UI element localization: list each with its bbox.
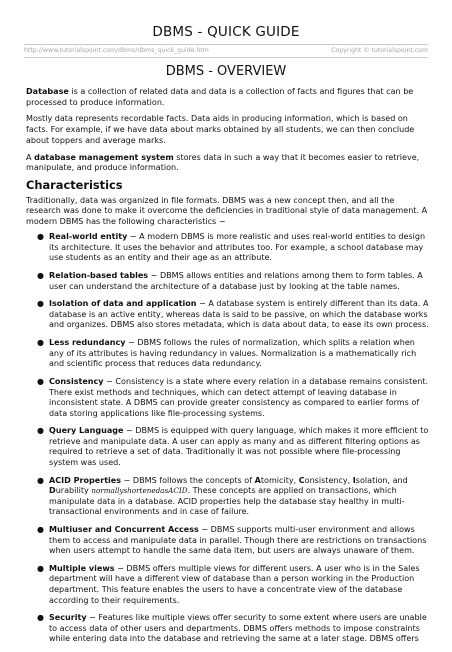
copyright-notice: Copyright © tutorialspoint.com xyxy=(331,47,428,54)
bullet-icon: ● xyxy=(37,232,44,242)
item-text: − DBMS follows the rules of normalization, which splits a relation when any of its attributes is having redundancy in values. Normalization is a mathematically rich and scientific process that reduces data redundancy. xyxy=(49,338,417,369)
acid-word-consistency: onsistency, xyxy=(304,475,353,485)
acid-word-isolation: solation, and xyxy=(355,475,408,485)
bullet-icon: ● xyxy=(37,525,44,535)
item-text: − DBMS is equipped with query language, which makes it more efficient to retrieve and manipulate data. A user can apply as many and as different filtering options as required to retrieve a set of data. Traditionally it was not possible where file-processing system was used. xyxy=(49,426,429,467)
list-item-multiple-views xyxy=(26,564,430,606)
characteristics-list xyxy=(26,232,430,645)
item-term: Security xyxy=(49,613,87,623)
item-text: − DBMS follows the concepts of xyxy=(121,475,255,485)
acid-letter-c: C xyxy=(298,475,305,485)
acid-letter-i: I xyxy=(352,475,356,485)
acid-word-atomicity: tomicity, xyxy=(260,475,299,485)
item-term: Multiple views xyxy=(49,563,115,573)
item-term: Consistency xyxy=(49,376,104,386)
list-item-less-redundancy xyxy=(26,338,430,370)
item-term: Real-world entity xyxy=(49,232,128,242)
bullet-icon: ● xyxy=(37,271,44,281)
bullet-icon: ● xyxy=(37,376,44,386)
list-item-acid-properties xyxy=(26,476,430,518)
acid-word-durability: urability xyxy=(55,486,92,496)
list-item-isolation xyxy=(26,299,430,331)
bullet-icon: ● xyxy=(37,299,44,309)
header-divider-bottom xyxy=(24,57,428,58)
item-text: − Features like multiple views offer security to some extent where users are unable to access data of other users and departments. DBMS offers methods to impose constraints while entering data into the database and retrieving the same at a later stage. DBMS offers xyxy=(49,613,427,644)
characteristics-intro: Traditionally, data was organized in file formats. DBMS was a new concept then, and all the research was done to make it overcome the deficiencies in traditional style of data management. A modern DBMS has the following characteristics − xyxy=(26,195,428,226)
source-url[interactable]: http://www.tutorialspoint.com/dbms/dbms_quick_guide.htm xyxy=(24,47,209,54)
intro-paragraph-2: Mostly data represents recordable facts. Data aids in producing information, which is based on facts. For example, if we have data about marks obtained by all students, we can then conclude about toppers and average marks. xyxy=(26,114,415,145)
bullet-icon: ● xyxy=(37,475,44,485)
item-term: ACID Properties xyxy=(49,475,122,485)
list-item-query-language xyxy=(26,426,430,468)
item-text: − Consistency is a state where every relation in a database remains consistent. There exist methods and techniques, which can detect attempt of leaving database in inconsistent state. A DBMS can provide greater consistency as compared to earlier forms of data storing applications like file-processing systems. xyxy=(49,376,429,418)
item-text: − DBMS offers multiple views for different users. A user who is in the Sales department will have a different view of database than a person working in the Production department. This feature enables the users to have a concentrate view of the database according to their requirements. xyxy=(49,563,420,605)
list-item-consistency xyxy=(26,377,430,419)
item-term: Less redundancy xyxy=(49,338,126,348)
acid-italic-note: normallyshortenedasACID xyxy=(91,486,188,496)
intro-paragraph-3 xyxy=(26,153,430,174)
list-item-multiuser xyxy=(26,525,430,557)
item-text: − A database system is entirely different than its data. A database is an active entity, whereas data is said to be passive, on which the database works and organizes. DBMS also stores metadata, which is data about data, to ease its own process. xyxy=(49,299,429,330)
item-term: Multiuser and Concurrent Access xyxy=(49,525,199,535)
bullet-icon: ● xyxy=(37,563,44,573)
acid-letter-d: D xyxy=(49,486,56,496)
item-term: Query Language xyxy=(49,426,124,436)
bullet-icon: ● xyxy=(37,613,44,623)
item-text: − DBMS supports multi-user environment and allows them to access and manipulate data in parallel. Though there are restrictions on transactions when users attempt to handle the same data item, but users are always unaware of them. xyxy=(49,525,427,556)
intro-paragraph-1 xyxy=(26,87,430,108)
bullet-icon: ● xyxy=(37,338,44,348)
term-dbms: database management system xyxy=(34,152,174,162)
item-term: Isolation of data and application xyxy=(49,299,197,309)
document-body xyxy=(26,87,430,652)
intro-paragraph-1-text: is a collection of related data and data is a collection of facts and figures that can be processed to produce information. xyxy=(26,87,414,107)
item-text-continued: . These concepts are applied on transactions, which manipulate data in a database. ACID properties help the database stay healthy in multi-transactional environments and in case of failure. xyxy=(49,486,405,517)
term-database: Database xyxy=(26,87,69,96)
intro-paragraph-3-pre: A xyxy=(26,152,35,162)
document-title: DBMS - QUICK GUIDE xyxy=(152,24,300,40)
list-item-real-world-entity xyxy=(26,232,430,264)
section-title: DBMS - OVERVIEW xyxy=(165,64,287,79)
list-item-security xyxy=(26,613,430,645)
source-line xyxy=(24,45,428,57)
item-text: − DBMS allows entities and relations among them to form tables. A user can understand the architecture of a database just by looking at the table names. xyxy=(49,271,423,291)
characteristics-heading: Characteristics xyxy=(26,178,123,192)
item-text: − A modern DBMS is more realistic and uses real-world entities to design its architecture. It uses the behavior and attributes too. For example, a school database may use students as an entity and their age as an attribute. xyxy=(49,232,426,263)
acid-letter-a: A xyxy=(254,475,261,485)
item-term: Relation-based tables xyxy=(49,271,149,281)
bullet-icon: ● xyxy=(37,426,44,436)
list-item-relation-based-tables xyxy=(26,271,430,292)
intro-paragraph-3-text: stores data in such a way that it becomes easier to retrieve, manipulate, and produce information. xyxy=(26,152,420,173)
